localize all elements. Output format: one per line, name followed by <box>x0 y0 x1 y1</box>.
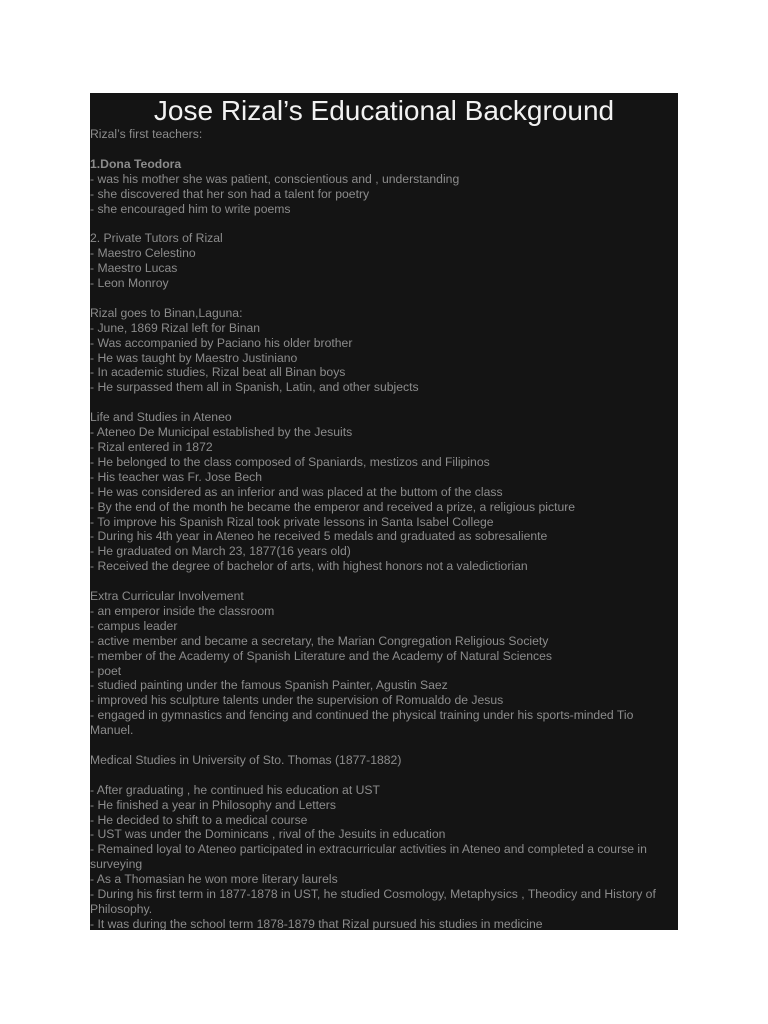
text-line: - poet <box>90 663 122 678</box>
text-line: - Was accompanied by Paciano his older brother <box>90 335 353 350</box>
text-line: - member of the Academy of Spanish Literature and the Academy of Natural Sciences <box>90 648 553 663</box>
text-line: Philosophy. <box>90 902 153 917</box>
text-line: - Remained loyal to Ateneo participated in extracurricular activities in Ateneo and completed a course in <box>90 842 647 857</box>
paragraph-gap <box>90 738 678 753</box>
text-line: - she encouraged him to write poems <box>90 201 291 216</box>
text-line: 2. Private Tutors of Rizal <box>90 231 223 246</box>
text-line: Rizal goes to Binan,Laguna: <box>90 305 243 320</box>
text-line: - During his first term in 1877-1878 in UST, he studied Cosmology, Metaphysics , Theodicy and History of <box>90 887 656 902</box>
paragraph-gap <box>90 216 678 231</box>
text-line: - Received the degree of bachelor of arts, with highest honors not a valedictiorian <box>90 559 528 574</box>
document-title: Jose Rizal’s Educational Background <box>153 95 615 126</box>
text-line: - engaged in gymnastics and fencing and continued the physical training under his sports-minded Tio <box>90 708 634 723</box>
text-line: - As a Thomasian he won more literary laurels <box>90 872 338 887</box>
text-line: - He finished a year in Philosophy and Letters <box>90 797 336 812</box>
text-line: - He decided to shift to a medical course <box>90 812 308 827</box>
text-line: - Rizal entered in 1872 <box>90 439 213 454</box>
text-line: - campus leader <box>90 618 178 633</box>
section-heading: 1.Dona Teodora <box>90 156 182 171</box>
document-body <box>90 127 678 930</box>
text-line: - Ateneo De Municipal established by the Jesuits <box>90 425 353 440</box>
text-line: - an emperor inside the classroom <box>90 603 275 618</box>
text-line: - His teacher was Fr. Jose Bech <box>90 469 263 484</box>
text-line: - To improve his Spanish Rizal took private lessons in Santa Isabel College <box>90 514 494 529</box>
text-line: - active member and became a secretary, the Marian Congregation Religious Society <box>90 633 549 648</box>
text-line: - During his 4th year in Ateneo he received 5 medals and graduated as sobresaliente <box>90 529 548 544</box>
text-line: - It was during the school term 1878-1879 that Rizal pursued his studies in medicine <box>90 916 543 930</box>
text-line: - was his mother she was patient, conscientious and , understanding <box>90 171 460 186</box>
text-line: Life and Studies in Ateneo <box>90 410 232 425</box>
paragraph-gap <box>90 768 678 783</box>
text-line: Medical Studies in University of Sto. Thomas (1877-1882) <box>90 752 402 767</box>
text-line: - studied painting under the famous Spanish Painter, Agustin Saez <box>90 678 448 693</box>
text-line: - Maestro Celestino <box>90 246 196 261</box>
text-line: - Maestro Lucas <box>90 261 178 276</box>
text-line: Manuel. <box>90 723 134 738</box>
text-line: surveying <box>90 857 143 872</box>
paragraph-gap <box>90 142 678 157</box>
paragraph-gap <box>90 291 678 306</box>
text-line: - He was considered as an inferior and was placed at the buttom of the class <box>90 484 503 499</box>
text-line: - After graduating , he continued his education at UST <box>90 782 380 797</box>
text-line: - He belonged to the class composed of Spaniards, mestizos and Filipinos <box>90 454 490 469</box>
text-line: - UST was under the Dominicans , rival of the Jesuits in education <box>90 827 446 842</box>
paragraph-gap <box>90 395 678 410</box>
text-line: - He graduated on March 23, 1877(16 years old) <box>90 544 351 559</box>
text-line: - He surpassed them all in Spanish, Latin, and other subjects <box>90 380 419 395</box>
paragraph-gap <box>90 574 678 589</box>
document-page <box>90 93 678 930</box>
text-line: - In academic studies, Rizal beat all Binan boys <box>90 365 346 380</box>
text-line: - Leon Monroy <box>90 276 169 291</box>
text-line: Rizal’s first teachers: <box>90 127 203 141</box>
text-line: - June, 1869 Rizal left for Binan <box>90 320 261 335</box>
text-line: - she discovered that her son had a talent for poetry <box>90 186 370 201</box>
text-line: - By the end of the month he became the emperor and received a prize, a religious picture <box>90 499 576 514</box>
text-line: - He was taught by Maestro Justiniano <box>90 350 298 365</box>
text-line: Extra Curricular Involvement <box>90 589 244 604</box>
text-line: - improved his sculpture talents under the supervision of Romualdo de Jesus <box>90 693 504 708</box>
